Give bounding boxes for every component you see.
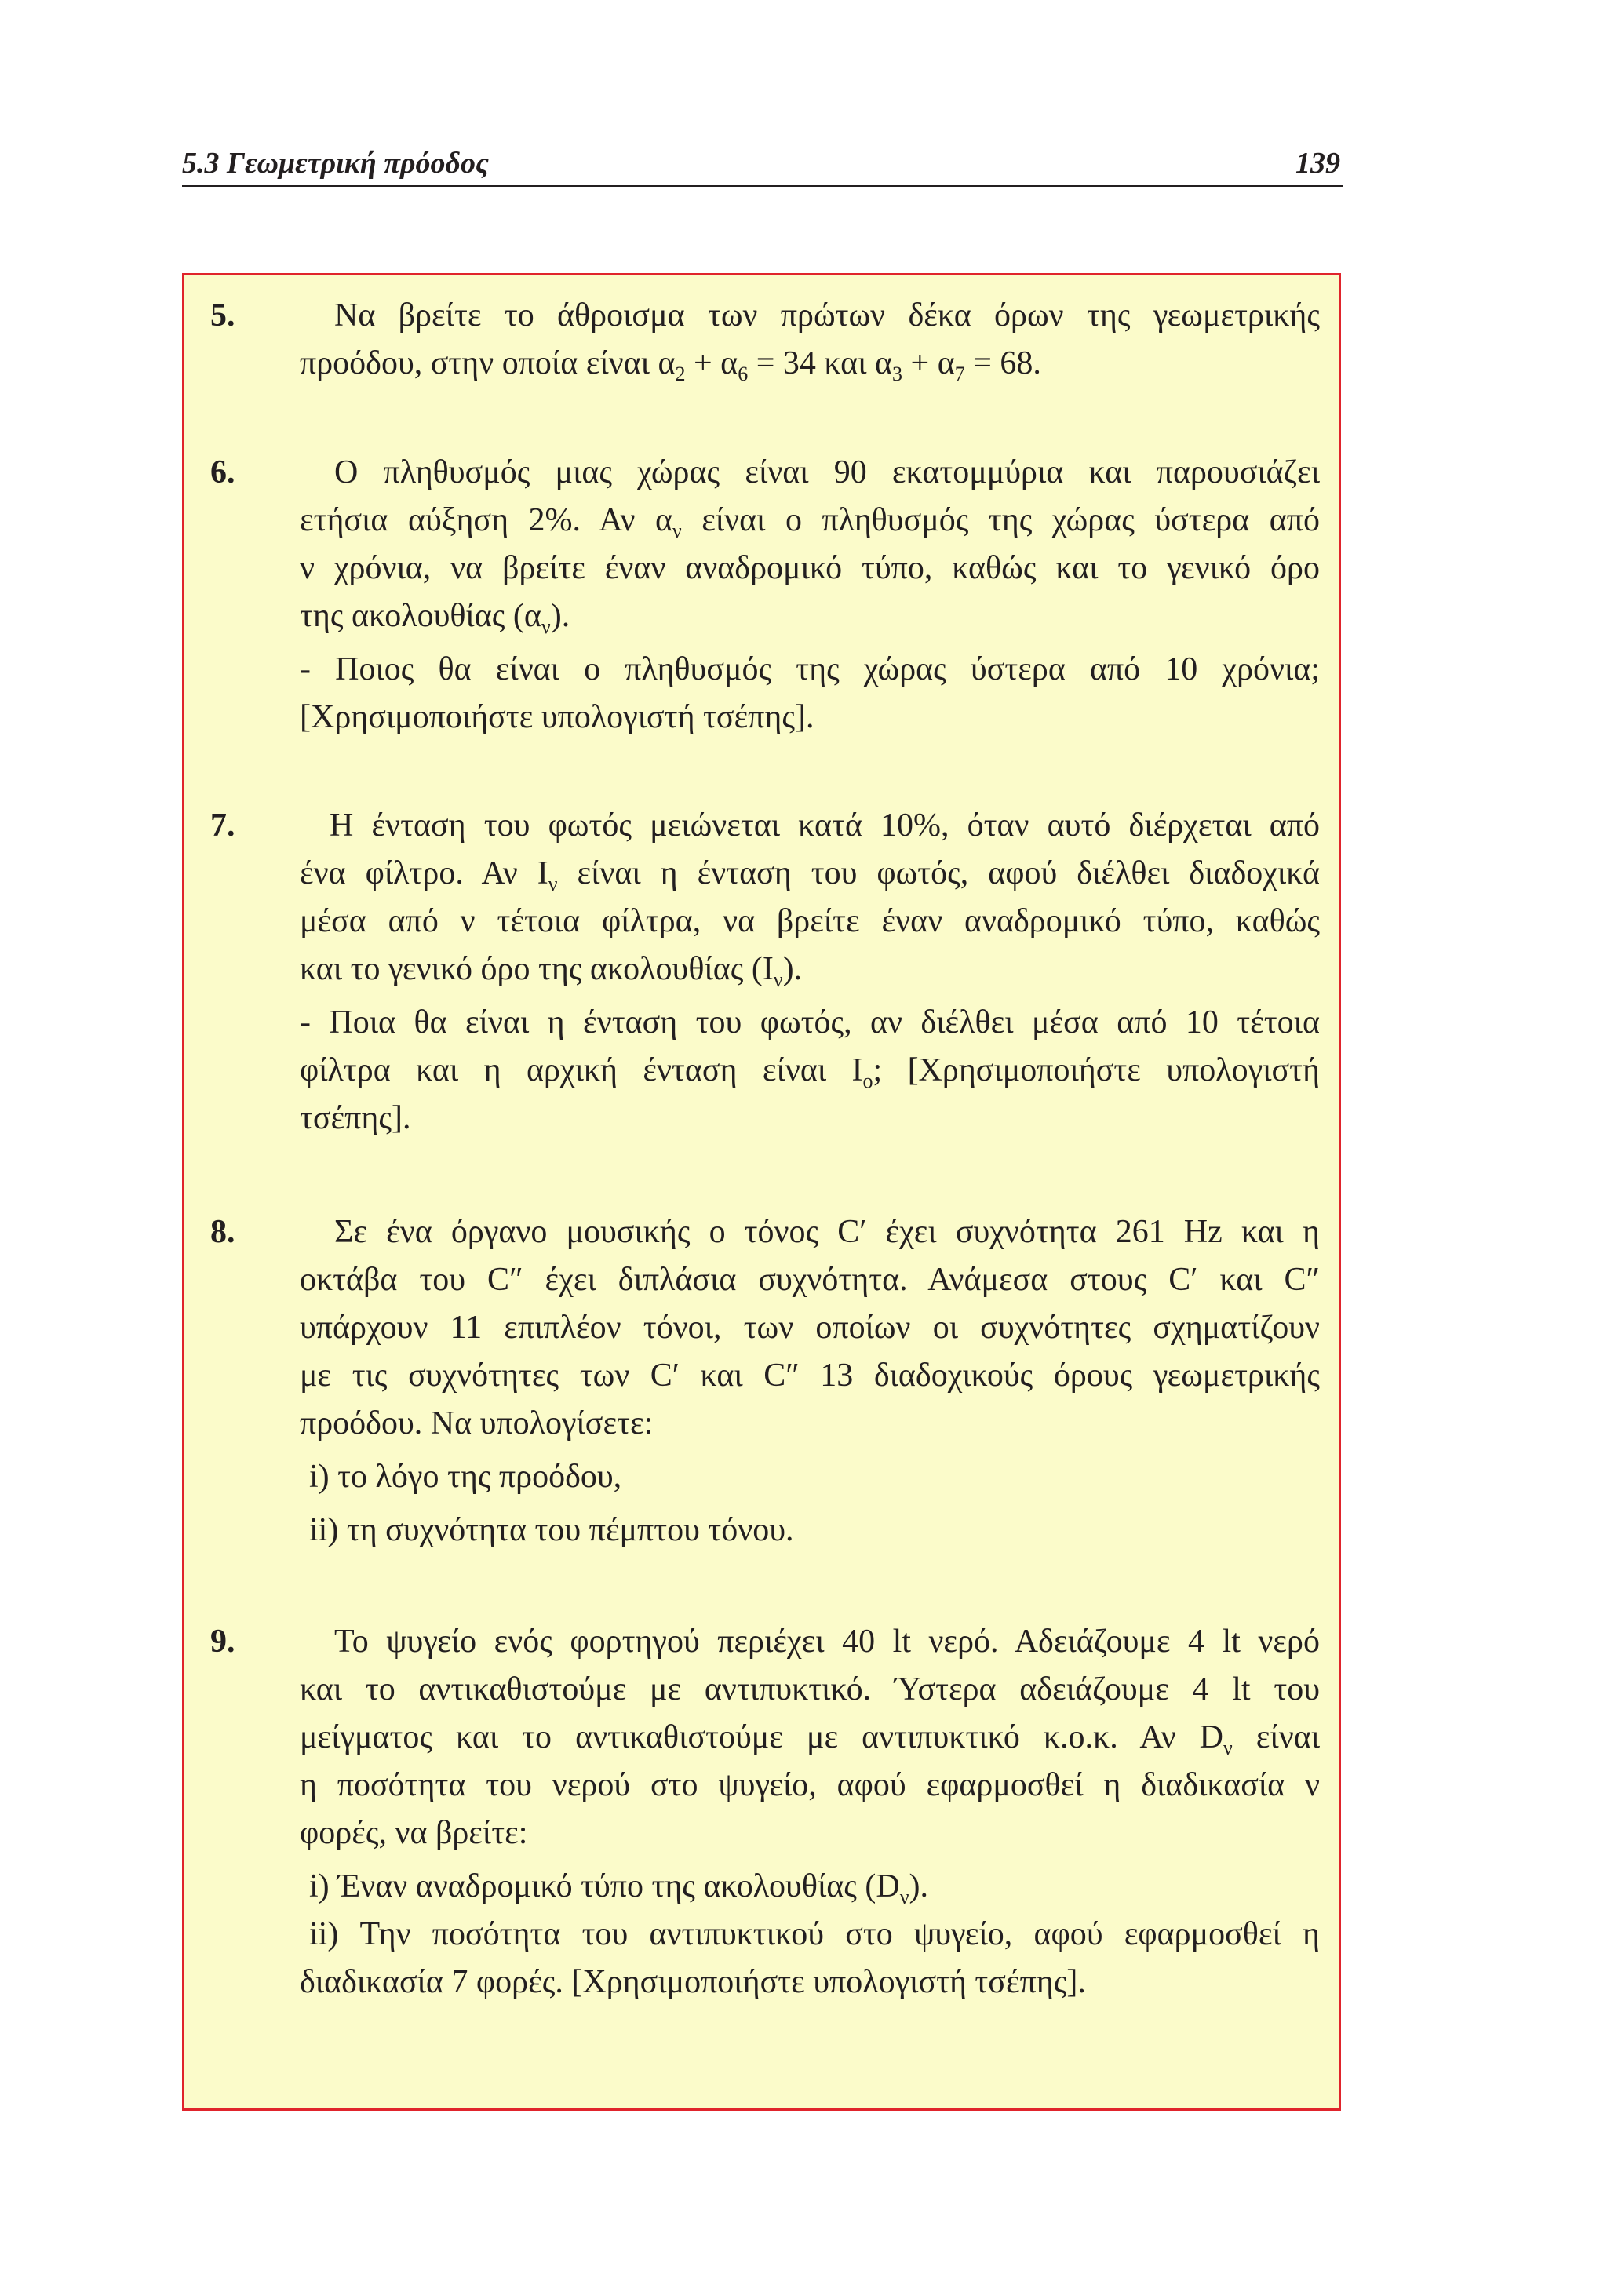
subscript: 7 bbox=[954, 363, 965, 386]
exercise-line: οκτάβα του C″ έχει διπλάσια συχνότητα. Ανάμεσα στους C′ και C″ bbox=[300, 1262, 1320, 1298]
exercise-line: i) Έναν αναδρομικό τύπο της ακολουθίας $(D_\nu)$. bbox=[309, 1868, 928, 1909]
exercise-line: προόδου. Να υπολογίσετε: bbox=[300, 1405, 654, 1441]
exercise-line: με τις συχνότητες των C′ και C″ 13 διαδοχικούς όρους γεωμετρικής bbox=[300, 1358, 1320, 1394]
exercise-line: Σε ένα όργανο μουσικής ο τόνος C′ έχει συχνότητα 261 Hz και η bbox=[334, 1214, 1320, 1250]
exercise-line: διαδικασία 7 φορές. [Χρησιμοποιήστε υπολογιστή τσέπης]. bbox=[300, 1964, 1086, 2000]
exercise-number: 5. bbox=[210, 297, 235, 333]
exercise-line: της ακολουθίας $(\alpha_\nu)$. bbox=[300, 598, 570, 639]
subscript: ν bbox=[672, 519, 682, 543]
exercise-line: Το ψυγείο ενός φορτηγού περιέχει 40 lt νερό. Αδειάζουμε 4 lt νερό bbox=[334, 1624, 1320, 1660]
subscript: 3 bbox=[892, 363, 903, 386]
exercise-line: - Ποιος θα είναι ο πληθυσμός της χώρας ύστερα από 10 χρόνια; bbox=[300, 651, 1320, 687]
exercise-line: και το γενικό όρο της ακολουθίας $(I_\nu)$. bbox=[300, 951, 803, 992]
exercise-line: μέσα από ν τέτοια φίλτρα, να βρείτε έναν αναδρομικό τύπο, καθώς bbox=[300, 903, 1320, 939]
page-number: 139 bbox=[1295, 147, 1340, 180]
exercise-line: η ποσότητα του νερού στο ψυγείο, αφού εφαρμοσθεί η διαδικασία ν bbox=[300, 1767, 1320, 1803]
exercise-line: προόδου, στην οποία είναι $\alpha_2 + \alpha_6 = 34$ και $\alpha_3 + \alpha_7 = 68$. bbox=[300, 345, 1041, 386]
subscript: ο bbox=[862, 1070, 873, 1093]
exercise-number: 7. bbox=[210, 807, 235, 844]
exercise-number: 8. bbox=[210, 1214, 235, 1250]
subscript: ν bbox=[899, 1886, 909, 1909]
exercise-line: - Ποια θα είναι η ένταση του φωτός, αν διέλθει μέσα από 10 τέτοια bbox=[300, 1004, 1320, 1040]
subscript: 6 bbox=[738, 363, 749, 386]
exercise-line: υπάρχουν 11 επιπλέον τόνοι, των οποίων οι συχνότητες σχηματίζουν bbox=[300, 1310, 1320, 1346]
subscript: ν bbox=[541, 615, 551, 639]
exercise-number: 6. bbox=[210, 454, 235, 490]
exercise-line: Ο πληθυσμός μιας χώρας είναι 90 εκατομμύρια και παρουσιάζει bbox=[334, 454, 1320, 490]
exercise-line: ένα φίλτρο. Αν $I_\nu$ είναι η ένταση του φωτός, αφού διέλθει διαδοχικά bbox=[300, 855, 1320, 896]
subscript: ν bbox=[548, 873, 558, 896]
exercise-line: ν χρόνια, να βρείτε έναν αναδρομικό τύπο, καθώς και το γενικό όρο bbox=[300, 550, 1320, 586]
exercise-line: [Χρησιμοποιήστε υπολογιστή τσέπης]. bbox=[300, 699, 814, 735]
exercise-line: i) το λόγο της προόδου, bbox=[309, 1459, 622, 1495]
exercise-line: φορές, να βρείτε: bbox=[300, 1815, 528, 1851]
exercise-line: ii) τη συχνότητα του πέμπτου τόνου. bbox=[309, 1512, 794, 1548]
exercise-line: ετήσια αύξηση 2%. Αν $\alpha_\nu$ είναι ο πληθυσμός της χώρας ύστερα από bbox=[300, 502, 1320, 543]
exercise-number: 9. bbox=[210, 1624, 235, 1660]
exercise-line: Να βρείτε το άθροισμα των πρώτων δέκα όρων της γεωμετρικής bbox=[334, 297, 1320, 333]
subscript: ν bbox=[1223, 1737, 1233, 1760]
exercise-line: φίλτρα και η αρχική ένταση είναι $I_o$; [Χρησιμοποιήστε υπολογιστή bbox=[300, 1052, 1320, 1093]
page-header bbox=[182, 146, 1343, 187]
subscript: ν bbox=[773, 968, 783, 992]
section-title: 5.3 Γεωμετρική πρόοδος bbox=[182, 147, 489, 180]
exercise-line: και το αντικαθιστούμε με αντιπυκτικό. Ύστερα αδειάζουμε 4 lt του bbox=[300, 1671, 1320, 1707]
exercise-line: Η ένταση του φωτός μειώνεται κατά 10%, όταν αυτό διέρχεται από bbox=[330, 807, 1320, 844]
exercise-line: τσέπης]. bbox=[300, 1100, 411, 1136]
subscript: 2 bbox=[675, 363, 686, 386]
exercise-line: ii) Την ποσότητα του αντιπυκτικού στο ψυγείο, αφού εφαρμοσθεί η bbox=[309, 1916, 1320, 1952]
exercise-line: μείγματος και το αντικαθιστούμε με αντιπυκτικό κ.ο.κ. Αν $D_\nu$ είναι bbox=[300, 1719, 1320, 1760]
